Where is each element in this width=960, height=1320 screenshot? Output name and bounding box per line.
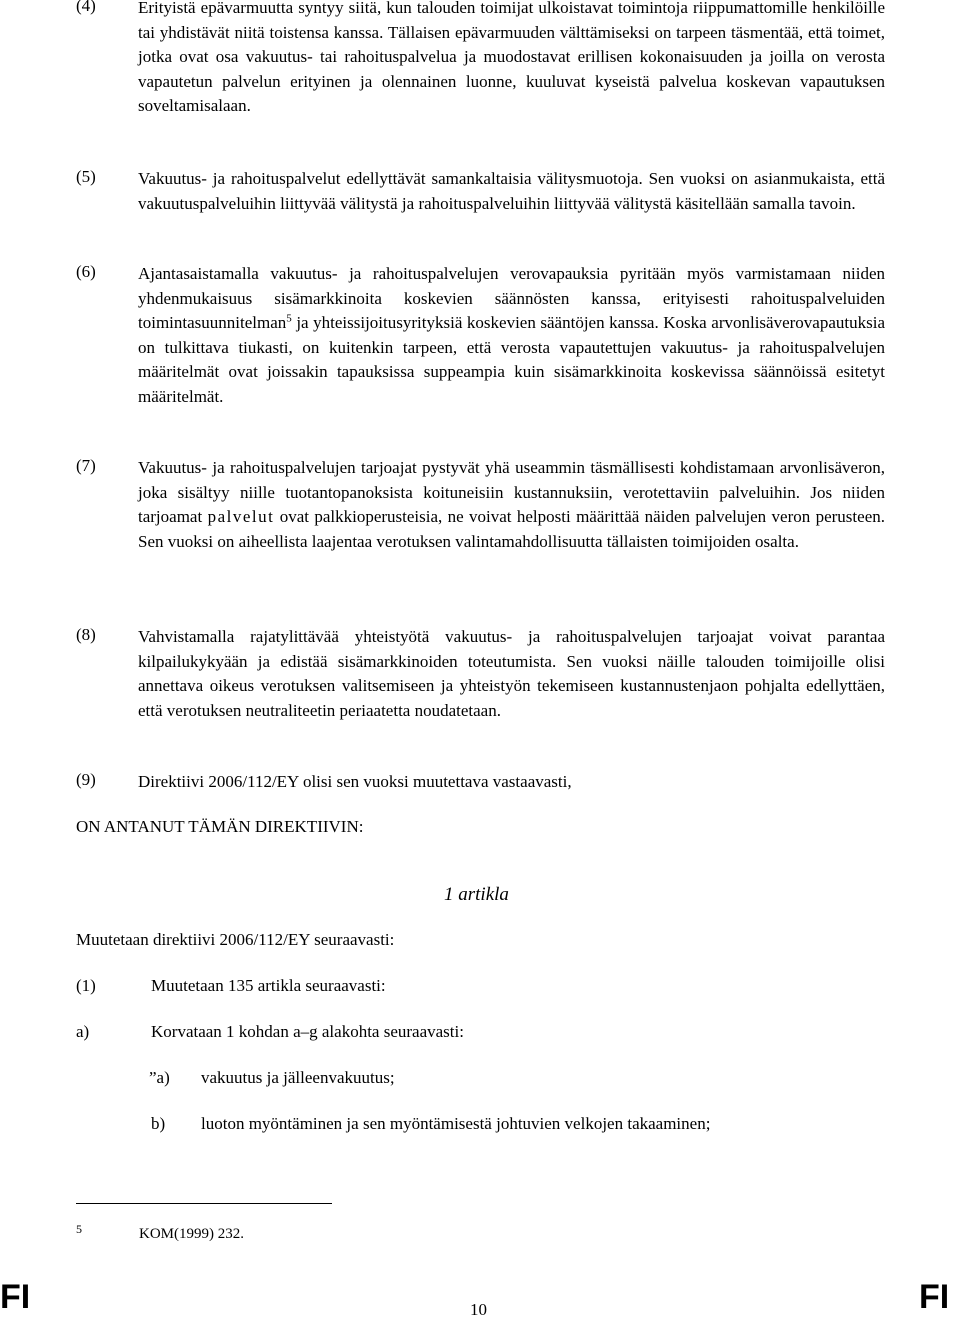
paragraph-text-part: Vakuutus- ja rahoituspalvelujen tarjoajat pystyvät yhä useammin täsmällisesti kohdistamaan arvonlisäveron, joka sisältyy niille tuotantopanoksista koituneisiin kustannuksiin, verotettaviin palveluihin. Jos niiden tarjoamat bbox=[138, 458, 885, 526]
enacting-heading: ON ANTANUT TÄMÄN DIREKTIIVIN: bbox=[76, 817, 364, 836]
paragraph-text-part: ja yhteissijoitusyrityksiä koskevien sääntöjen kanssa. Koska arvonlisäverovapautuksia on tulkittava tiukasti, on kuitenkin tarpeen, että verosta vapautettujen vakuutus- ja rahoituspalvelujen määritelmät ovat joissakin tapauksissa suppeampia kuin sisämarkkinoita koskevissa säännöissä esitetyt määritelmät. bbox=[138, 313, 885, 406]
paragraph-number: (9) bbox=[76, 770, 96, 789]
sub-item-text: vakuutus ja jälleenvakuutus; bbox=[201, 1068, 395, 1087]
paragraph-text: Vahvistamalla rajatylittävää yhteistyötä vakuutus- ja rahoituspalvelujen tarjoajat voivat parantaa kilpailukykyään ja edistää sisämarkkinoiden toteutumista. Sen vuoksi näille talouden toimijoille olisi annettava oikeus verotuksen valitsemiseen ja yhteistyön tekemiseen kustannustenjaon pohjalta edellyttäen, että verotuksen neutraliteetin periaatetta noudatetaan. bbox=[138, 627, 885, 720]
paragraph-text: Direktiivi 2006/112/EY olisi sen vuoksi muutettava vastaavasti, bbox=[138, 772, 572, 791]
list-item-number: (1) bbox=[76, 976, 96, 995]
footnote-text: KOM(1999) 232. bbox=[139, 1226, 244, 1242]
paragraph-9 bbox=[76, 770, 885, 795]
paragraph-number: (7) bbox=[76, 456, 96, 475]
paragraph-5 bbox=[76, 167, 885, 216]
footnote-reference: 5 bbox=[286, 312, 292, 325]
paragraph-text: Vakuutus- ja rahoituspalvelut edellyttävät samankaltaisia välitysmuotoja. Sen vuoksi on asianmukaista, että vakuutuspalveluihin liittyvää välitystä ja rahoituspalveluihin liittyvää välitystä käsitellään samalla tavoin. bbox=[138, 169, 885, 213]
paragraph-text bbox=[138, 262, 885, 409]
paragraph-6 bbox=[76, 262, 885, 409]
spaced-word: palvelut bbox=[207, 507, 275, 526]
paragraph-4 bbox=[76, 0, 885, 119]
amendment-intro: Muutetaan direktiivi 2006/112/EY seuraavasti: bbox=[76, 930, 395, 949]
paragraph-8 bbox=[76, 625, 885, 723]
article-title: 1 artikla bbox=[444, 884, 509, 905]
footer-language-right: FI bbox=[919, 1278, 950, 1316]
paragraph-text bbox=[138, 456, 885, 554]
sub-item-number: ”a) bbox=[149, 1068, 170, 1087]
paragraph-text-part: ovat palkkioperusteisia, ne voivat helposti määrittää näiden palvelujen veron perusteen. Sen vuoksi on aiheellista laajentaa verotuksen valintamahdollisuutta tällaisten toimijoiden osalta. bbox=[138, 507, 885, 551]
list-item-text: Muutetaan 135 artikla seuraavasti: bbox=[151, 976, 386, 995]
list-item-text: Korvataan 1 kohdan a–g alakohta seuraavasti: bbox=[151, 1022, 464, 1041]
paragraph-number: (5) bbox=[76, 167, 96, 186]
paragraph-number: (8) bbox=[76, 625, 96, 644]
sub-item-number: b) bbox=[151, 1114, 166, 1133]
page-number: 10 bbox=[470, 1300, 487, 1319]
paragraph-text: Erityistä epävarmuutta syntyy siitä, kun talouden toimijat ulkoistavat toimintoja riippumattomille henkilöille tai yhdistävät niitä toistensa kanssa. Tällaisen epävarmuuden välttämiseksi on tarpeen täsmentää, että toimet, jotka ovat osa vakuutus- tai rahoituspalvelua ja muodostavat erillisen kokonaisuuden ja joilla on verosta vapautetun palvelun erityinen ja olennainen luonne, kuuluvat kyseistä palvelua koskevan vapautuksen soveltamisalaan. bbox=[138, 0, 885, 115]
footnote-separator bbox=[76, 1203, 332, 1204]
paragraph-7 bbox=[76, 456, 885, 554]
paragraph-text-part: Ajantasaistamalla vakuutus- ja rahoituspalvelujen verovapauksia pyritään myös varmistamaan niiden yhdenmukaisuus sisämarkkinoita koskevien säännösten kanssa, erityisesti rahoituspalveluiden toimintasuunnitelman bbox=[138, 264, 885, 332]
footer-language-left: FI bbox=[0, 1278, 31, 1316]
footnote-number: 5 bbox=[76, 1222, 82, 1236]
sub-item-text: luoton myöntäminen ja sen myöntämisestä johtuvien velkojen takaaminen; bbox=[201, 1114, 711, 1133]
list-item-number: a) bbox=[76, 1022, 90, 1041]
paragraph-number: (4) bbox=[76, 0, 96, 15]
paragraph-number: (6) bbox=[76, 262, 96, 281]
